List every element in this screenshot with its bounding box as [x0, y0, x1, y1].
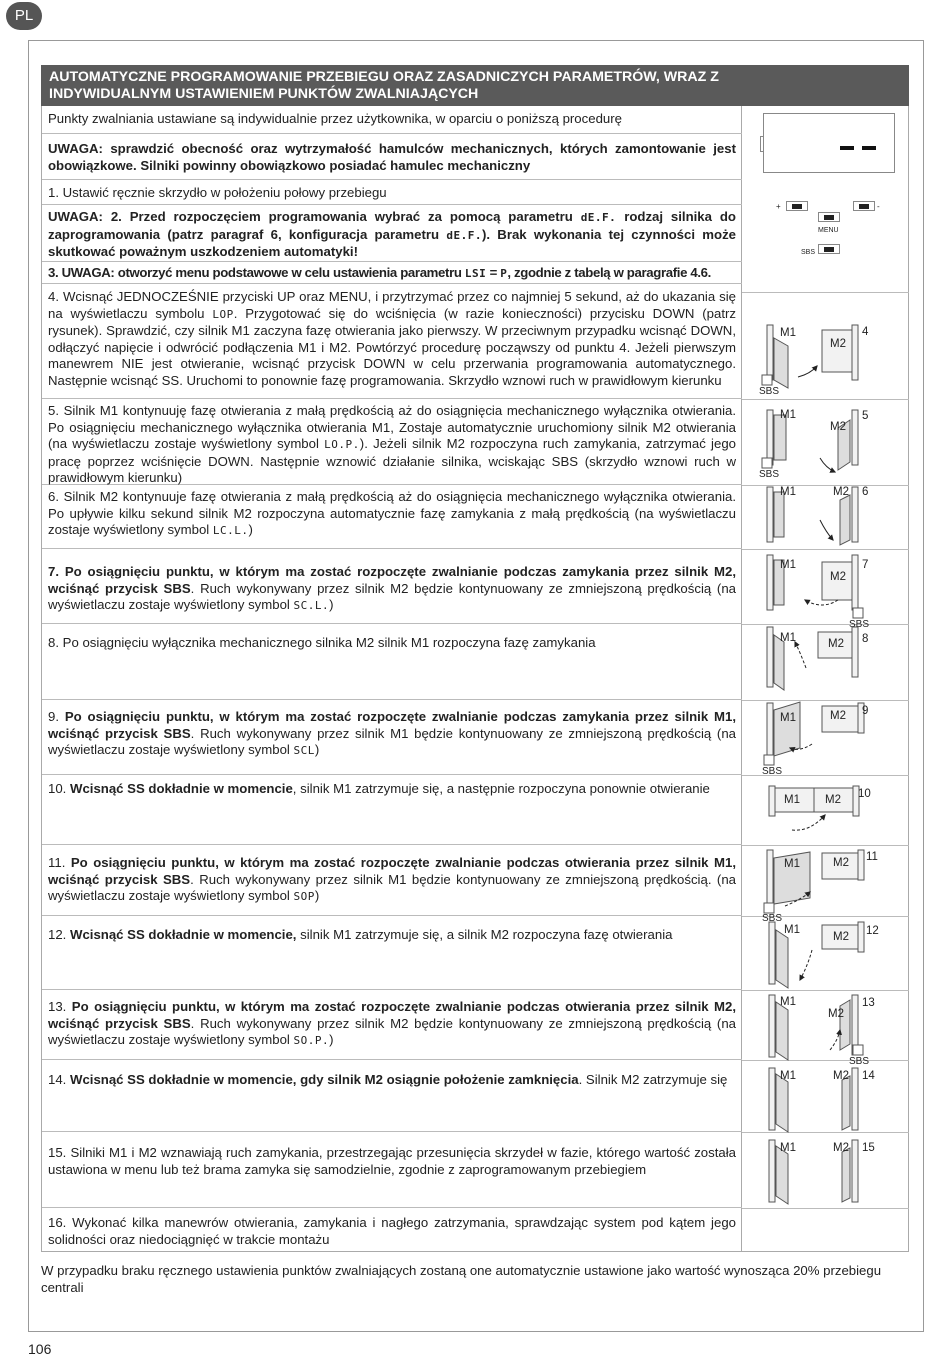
display-symbol: LOP: [212, 307, 234, 321]
gate-figure-4: [762, 325, 858, 388]
motor-label-m1: M1: [784, 794, 800, 806]
motor-label-m2: M2: [825, 794, 841, 806]
step-5: 5. Silnik M1 kontynuuję fazę otwierania z małą prędkością aż do osiągnięcia mechanicznego wyłącznika otwierania. Po osiągnięciu mechanicznego wyłącznika otwierania M1, Zostaje automatycznie uruchomiony silnik M2 otwierania (na wyświetlaczu zostaje wyświetlony symbol LO.P.). Jeżeli silnik M2 rozpoczyna ruch zamykania, zatrzymać jego pracę poprzez wciśnięcie DOWN. Następnie wznowić działanie silnika, wciskając SBS (skrzydło wznowi ruch w prawidłowym kierunku): [48, 403, 736, 485]
gate-figure-11: [764, 850, 864, 913]
step-3: 3. UWAGA: otworzyć menu podstawowe w celu ustawienia parametru LSI = P, zgodnie z tabelą w paragrafie 4.6.: [48, 265, 711, 280]
page-number: 106: [28, 1341, 52, 1357]
figure-number: 8: [862, 633, 869, 645]
motor-label-m2: M2: [833, 857, 849, 869]
figure-number: 4: [862, 326, 869, 338]
motor-label-m1: M1: [780, 996, 796, 1008]
sbs-panel-label: SBS: [801, 249, 816, 256]
motor-label-m1: M1: [780, 1142, 796, 1154]
motor-label-m1: M1: [780, 1070, 796, 1082]
display-symbol: SOP: [293, 890, 315, 903]
step-4: 4. Wcisnąć JEDNOCZEŚNIE przyciski UP oraz MENU, i przytrzymać przez co najmniej 5 sekund, aż do ukazania się na wyświetlaczu symbolu LOP. Przygotować się do wciśnięcia (w razie konieczności) przycisku DOWN (patrz rysunek). Sprawdzić, czy silnik M1 zaczyna fazę otwierania jako pierwszy. W przeciwnym przypadku wcisnąć DOWN, odłączyć napięcie i odwrócić podłączenia M1 i M2. Powtórzyć procedurę począwszy od punktu 4. Jeżeli pierwszym manewrem NIE jest otwieranie, wcisnąć przycisk DOWN w celu przerwania programowania automatycznego. Następnie wcisnąć SS. Uruchomi to ponownie fazę programowania. Skrzydło wznowi ruch w prawidłowym kierunku: [48, 289, 737, 388]
motor-label-m1: M1: [780, 712, 796, 724]
step-6: 6. Silnik M2 kontynuuje fazę otwierania z małą prędkością aż do osiągnięcia mechanicznego wyłącznika otwierania. Po upływie kilku sekund silnik M2 rozpoczyna automatycznie fazę zamykania z małą prędkością (na wyświetlaczu zostaje wyświetlony symbol LC.L.): [48, 489, 736, 537]
figure-number: 14: [862, 1070, 875, 1082]
step-14: 14. Wcisnąć SS dokładnie w momencie, gdy silnik M2 osiągnie położenie zamknięcia. Silnik M2 zatrzymuje się: [48, 1072, 728, 1087]
figure-number: 7: [862, 559, 869, 571]
motor-label-m1: M1: [780, 327, 796, 339]
gate-figure-10: [769, 786, 859, 830]
display-symbol: dE.F.: [580, 211, 617, 224]
figure-number: 13: [862, 997, 875, 1009]
display-symbol: LSI: [464, 267, 487, 280]
figure-number: 11: [866, 851, 878, 863]
warning-motor-type: UWAGA: 2. Przed rozpoczęciem programowania wybrać za pomocą parametru dE.F. rodzaj silnika do zaprogramowania (patrz paragraf 6, konfiguracja parametru dE.F.). Brak wykonania tej czynności może skutkować poważnym uszkodzeniem automatyki!: [48, 209, 736, 259]
motor-label-m2: M2: [828, 638, 844, 650]
motor-label-m1: M1: [784, 924, 800, 936]
menu-label: MENU: [818, 227, 839, 234]
display-symbol: LC.L.: [212, 524, 249, 537]
motor-label-m2: M2: [830, 421, 846, 433]
warning-mechanical-brakes: UWAGA: sprawdzić obecność oraz wytrzymałość hamulców mechanicznych, których zamontowanie jest obowiązkowe. Silniki powinny obowiązkowo posiadać hamulec mechaniczny: [48, 141, 736, 173]
display-symbol: SC.L.: [293, 599, 330, 612]
sbs-label: SBS: [849, 619, 870, 630]
figure-number: 15: [862, 1142, 875, 1154]
step-8: 8. Po osiągnięciu wyłącznika mechanicznego silnika M2 silnik M1 rozpoczyna fazę zamykania: [48, 635, 596, 650]
intro-text: Punkty zwalniania ustawiane są indywidualnie przez użytkownika, w oparciu o poniższą procedurę: [48, 111, 622, 126]
figure-number: 12: [866, 925, 879, 937]
motor-label-m2: M2: [828, 1008, 844, 1020]
footer-note: W przypadku braku ręcznego ustawienia punktów zwalniających zostaną one automatycznie ustawione jako wartość wynosząca 20% przebiegu centrali: [41, 1263, 882, 1295]
sbs-label: SBS: [849, 1056, 870, 1067]
display-symbol: LO.P.: [324, 438, 360, 451]
step-15: 15. Silniki M1 i M2 wznawiają ruch zamykania, przestrzegając przesunięcia skrzydeł w fazie, którego wartość została ustawiona w menu lub też brama zamyka się samodzielnie, zgodnie z zaprogramowanym przebiegiem: [48, 1145, 736, 1177]
step-1: 1. Ustawić ręcznie skrzydło w położeniu połowy przebiegu: [48, 185, 387, 200]
motor-label-m1: M1: [780, 409, 796, 421]
motor-label-m1: M1: [780, 559, 796, 571]
sbs-label: SBS: [759, 469, 780, 480]
gate-figure-9: [764, 702, 864, 765]
motor-label-m2: M2: [830, 338, 846, 350]
sbs-label: SBS: [762, 913, 783, 924]
sbs-label: SBS: [759, 386, 780, 397]
motor-label-m1: M1: [780, 632, 796, 644]
step-13: 13. Po osiągnięciu punktu, w którym ma zostać rozpoczęte zwalnianie podczas otwierania przez silnik M2, wciśnąć przycisk SBS. Ruch wykonywany przez silnik M2 będzie kontynuowany ze zmniejszoną prędkością (na wyświetlaczu zostaje wyświetlony symbol SO.P.): [48, 999, 737, 1047]
display-symbol: SCL: [293, 744, 315, 757]
step-11: 11. Po osiągnięciu punktu, w którym ma zostać rozpoczęte zwalnianie podczas otwierania przez silnik M1, wciśnąć przycisk SBS. Ruch wykonywany przez silnik M1 będzie kontynuowany ze zmniejszoną prędkością. (na wyświetlaczu zostaje wyświetlony symbol SOP): [48, 855, 736, 903]
header-line-1: AUTOMATYCZNE PROGRAMOWANIE PRZEBIEGU ORAZ ZASADNICZYCH PARAMETRÓW, WRAZ Z: [49, 69, 719, 85]
plus-label: +: [776, 202, 781, 211]
gate-figure-5: [762, 410, 858, 472]
motor-label-m2: M2: [830, 571, 846, 583]
step-10: 10. Wcisnąć SS dokładnie w momencie, silnik M1 zatrzymuje się, a następnie rozpoczyna ponownie otwieranie: [48, 781, 710, 796]
language-badge: PL: [6, 2, 42, 30]
minus-label: -: [877, 202, 880, 211]
display-symbol: dE.F.: [446, 228, 482, 242]
figure-number: 9: [862, 705, 869, 717]
motor-label-m2: M2: [833, 1070, 849, 1082]
display-symbol: SO.P.: [293, 1034, 330, 1047]
motor-label-m1: M1: [784, 858, 800, 870]
figure-number: 5: [862, 410, 869, 422]
figure-number: 10: [858, 788, 871, 800]
step-16: 16. Wykonać kilka manewrów otwierania, zamykania i nagłego zatrzymania, sprawdzając system pod kątem jego solidności oraz niedociągnięć w trakcie montażu: [48, 1215, 736, 1247]
step-7: 7. Po osiągnięciu punktu, w którym ma zostać rozpoczęte zwalnianie podczas zamykania przez silnik M2, wciśnąć przycisk SBS. Ruch wykonywany przez silnik M2 będzie kontynuowany ze zmniejszoną prędkością (na wyświetlaczu zostaje wyświetlony symbol SC.L.): [48, 564, 736, 612]
step-12: 12. Wcisnąć SS dokładnie w momencie, silnik M1 zatrzymuje się, a silnik M2 rozpoczyna fazę otwierania: [48, 927, 673, 942]
display-symbol: P: [500, 267, 508, 280]
motor-label-m1: M1: [780, 486, 796, 498]
sbs-label: SBS: [762, 766, 783, 777]
motor-label-m2: M2: [833, 1142, 849, 1154]
figure-number: 6: [862, 486, 869, 498]
motor-label-m2: M2: [830, 710, 846, 722]
step-9: 9. Po osiągnięciu punktu, w którym ma zostać rozpoczęte zwalnianie podczas zamykania przez silnik M1, wciśnąć przycisk SBS. Ruch wykonywany przez silnik M1 będzie kontynuowany ze zmniejszoną prędkością (na wyświetlaczu zostaje wyświetlony symbol SCL): [48, 709, 736, 757]
header-line-2: INDYWIDUALNYM USTAWIENIEM PUNKTÓW ZWALNIAJĄCYCH: [49, 86, 479, 102]
motor-label-m2: M2: [833, 486, 849, 498]
motor-label-m2: M2: [833, 931, 849, 943]
